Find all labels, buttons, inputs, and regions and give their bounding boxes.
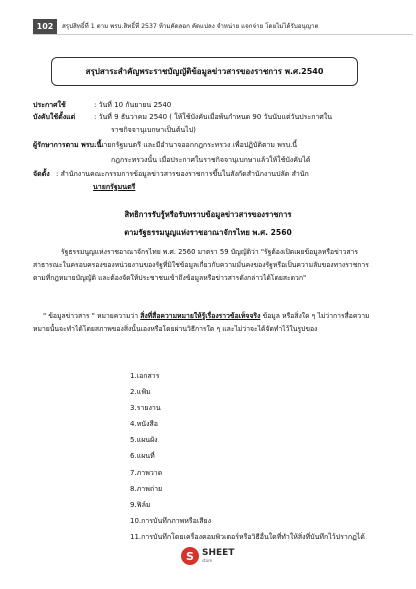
meta-label: ประกาศใช้	[33, 101, 66, 109]
section-heading-1: สิทธิการรับรู้หรือรับทราบข้อมูลข่าวสารของราชการ	[124, 210, 292, 219]
record-types-list	[130, 368, 365, 545]
page-number: 102	[33, 19, 57, 34]
meta-value: : สำนักงานคณะกรรมการข้อมูลข่าวสารของราชการขึ้นในสังกัดสำนักงานปลัด สำนัก	[56, 170, 309, 178]
list-item: 8.ภาพถ่าย	[130, 484, 163, 493]
document-title: สรุปสาระสำคัญพระราชบัญญัติข้อมูลข่าวสารของราชการ พ.ศ.2540	[85, 67, 324, 76]
list-item: 11.การบันทึกโดยเครื่องคอมพิวเตอร์หรือวิธีอื่นใดที่ทำให้สิ่งที่บันทึกไว้ปรากฏได้	[130, 532, 365, 541]
list-item: 10.การบันทึกภาพหรือเสียง	[130, 516, 212, 525]
meta-label: ผู้รักษาการตาม พรบ.นี้	[33, 141, 102, 149]
list-item: 1.เอกสาร	[130, 372, 160, 380]
list-item: 4.หนังสือ	[130, 420, 158, 429]
meta-value: ราชกิจจานุเบกษาเป็นต้นไป)	[111, 126, 196, 134]
definition-emphasis: สิ่งที่สื่อความหมายให้รู้เรื่องราวข้อเท็จจริง	[140, 312, 261, 320]
list-item: 6.แผนที่	[130, 452, 155, 461]
definition-suffix: ข้อมูล หรือสิ่งใด ๆ ไม่ว่าการสื่อความหมายนั้นจะทำได้โดยสภาพของสิ่งนั้นเองหรือโดยผ่านวิธีการใด ๆ และไม่ว่าจะได้จัดทำไว้ในรูปของ	[33, 312, 370, 333]
list-item: 9.ฟิล์ม	[130, 500, 151, 509]
section-heading-2: ตามรัฐธรรมนูญแห่งราชอาณาจักรไทย พ.ศ. 2560	[124, 228, 292, 237]
list-item: 5.แผนผัง	[130, 436, 158, 445]
meta-value: นายกรัฐมนตรี	[93, 183, 136, 191]
meta-value: : วันที่ 9 ธันวาคม 2540 ( ให้ใช้บังคับเมื่อพ้นกำหนด 90 วันนับแต่วันประกาศใน	[94, 113, 333, 121]
paragraph-definition	[33, 310, 378, 336]
logo-mark-icon: S	[181, 547, 199, 565]
paragraph-constitution: รัฐธรรมนูญแห่งราชอาณาจักรไทย พ.ศ. 2560 มาตรา 59 บัญญัติว่า "รัฐต้องเปิดเผยข้อมูลหรือข่าวสารสาธารณะในครอบครองของหน่วยงานของรัฐที่มิใช่ข้อมูลเกี่ยวกับความมั่นคงของรัฐหรือเป็นความลับของทางราชการตามที่กฎหมายบัญญัติ และต้องจัดให้ประชาชนเข้าถึงข้อมูลหรือข่าวสารดังกล่าวได้โดยสะดวก"	[33, 248, 369, 282]
logo-wordmark	[202, 549, 234, 563]
title-box	[51, 57, 358, 86]
list-item: 7.ภาพวาด	[130, 468, 163, 477]
sheet-store-logo	[181, 547, 234, 565]
meta-value: กฎกระทรวงนั้น เมื่อประกาศในราชกิจจานุเบกษาแล้วให้ใช้บังคับได้	[111, 156, 311, 164]
meta-label: บังคับใช้ตั้งแต่	[33, 113, 76, 121]
meta-label: จัดตั้ง	[33, 170, 50, 178]
logo-subtext: store	[202, 558, 213, 563]
meta-value: : วันที่ 10 กันยายน 2540	[94, 101, 172, 109]
definition-prefix: " ข้อมูลข่าวสาร " หมายความว่า	[43, 312, 141, 320]
meta-value: : นายกรัฐมนตรี และมีอำนาจออกกฎกระทรวง เพื่อปฏิบัติตาม พรบ.นี้	[94, 141, 298, 149]
running-header: สรุปสิทธิ์ที่ 1 ตาม พรบ.สิทธิ์ที่ 2537 ห้ามคัดลอก คัดแปลง จำหน่าย แจกจ่าย โดยไม่ได้รับอนุญาต	[62, 23, 319, 30]
list-item: 2.แฟ้ม	[130, 388, 151, 397]
logo-text: SHEET	[202, 548, 235, 558]
list-item: 3.รายงาน	[130, 404, 161, 413]
